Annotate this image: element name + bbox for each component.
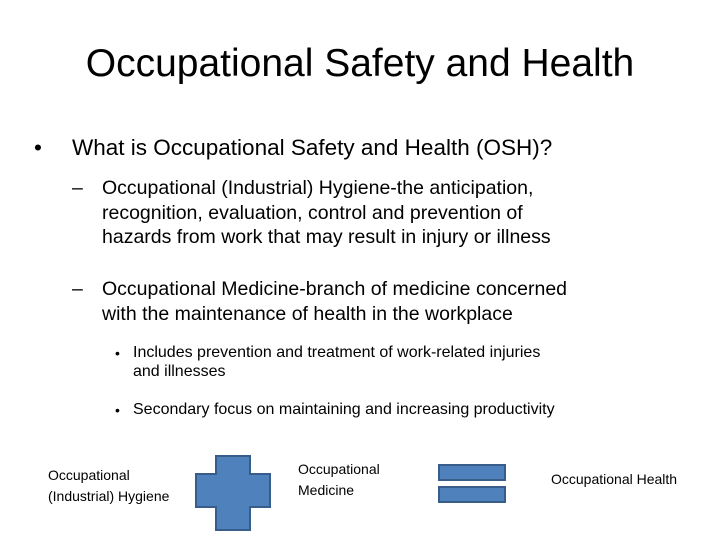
sub-bullet-line: Occupational Medicine-branch of medicine concerned: [102, 278, 568, 300]
equation-term-line: Occupational: [298, 461, 380, 477]
slide-title: Occupational Safety and Health: [85, 42, 635, 85]
sub-bullet-line: with the maintenance of health in the workplace: [102, 302, 513, 325]
equation-term-line: Occupational: [48, 467, 130, 483]
bullet-dot: •: [115, 345, 120, 361]
third-bullet-line: and illnesses: [133, 362, 226, 380]
bullet-dash: –: [72, 278, 83, 300]
bullet-dash: –: [72, 177, 83, 199]
equation-term-hygiene: [48, 465, 169, 507]
third-bullet-line: Secondary focus on maintaining and increasing productivity: [133, 401, 555, 418]
bullet-dot: •: [115, 402, 120, 418]
plus-icon: [193, 454, 273, 534]
equation-term-line: Medicine: [298, 482, 355, 498]
equation-result: Occupational Health: [551, 471, 678, 487]
sub-bullet-line: Occupational (Industrial) Hygiene-the anticipation,: [102, 177, 534, 199]
main-bullet-text: What is Occupational Safety and Health (OSH)?: [72, 135, 553, 160]
third-bullet-line: Includes prevention and treatment of work-related injuries: [133, 344, 541, 361]
sub-bullet-line: hazards from work that may result in injury or illness: [102, 226, 551, 248]
equals-icon: [436, 462, 508, 506]
equation-term-medicine: [298, 459, 380, 501]
bullet-dot: •: [34, 135, 42, 160]
sub-bullet-line: recognition, evaluation, control and prevention of: [102, 201, 523, 224]
equation-term-line: (Industrial) Hygiene: [48, 488, 170, 504]
